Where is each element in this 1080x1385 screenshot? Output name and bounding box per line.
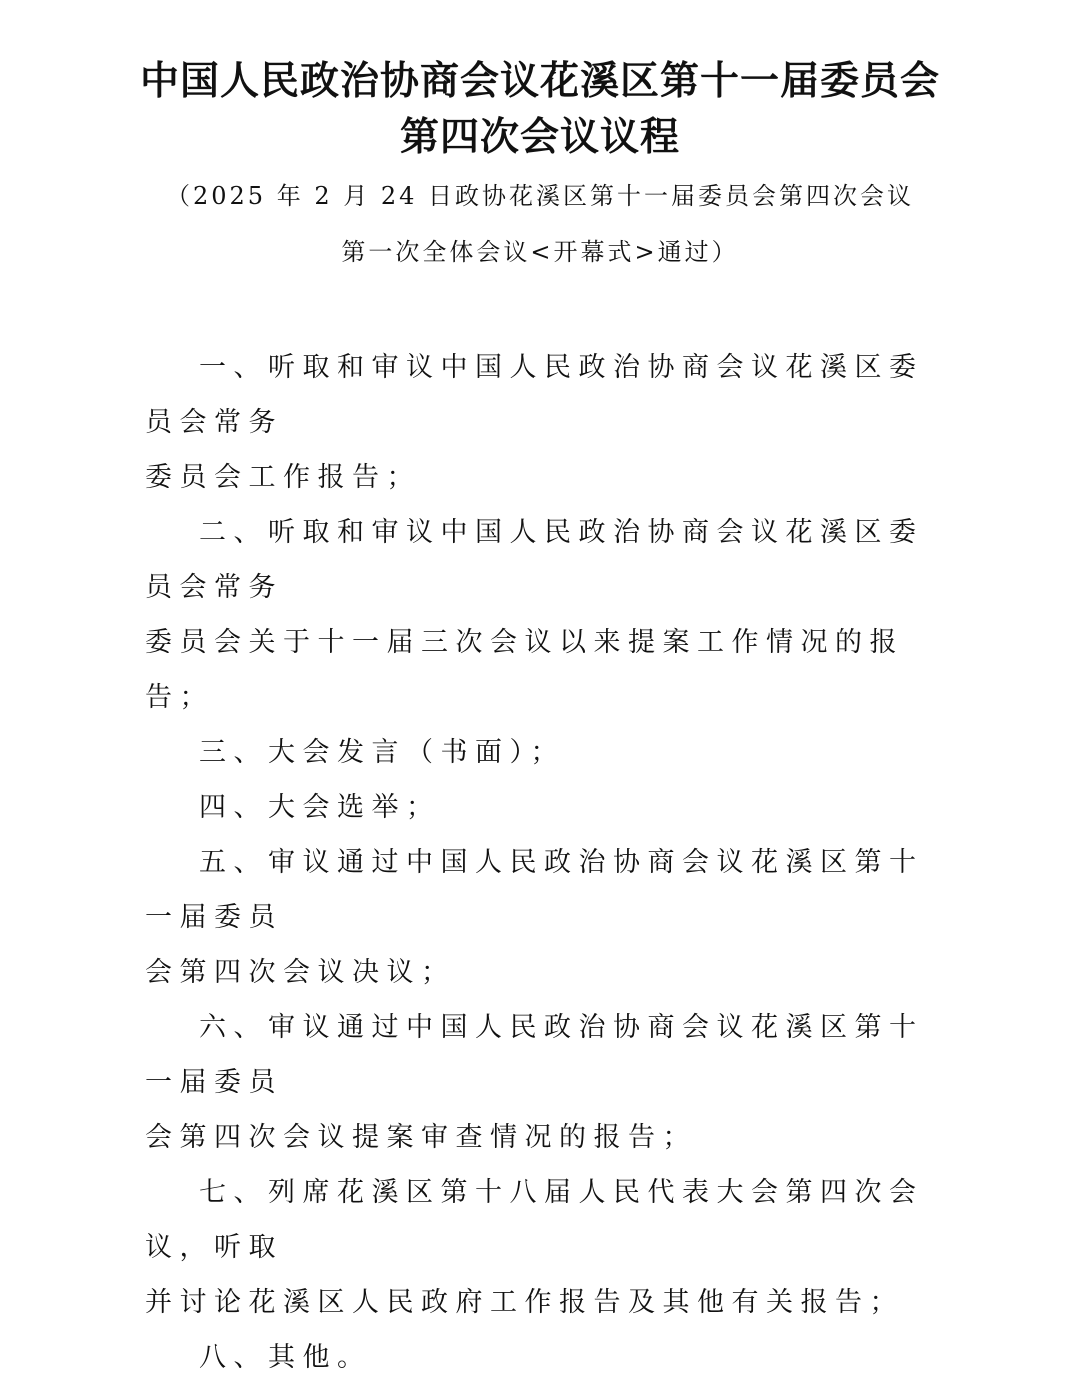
agenda-item <box>145 505 945 725</box>
agenda-item <box>145 1165 945 1330</box>
agenda-item-line: 会第四次会议决议； <box>145 957 456 988</box>
agenda-item-line: 七、列席花溪区第十八届人民代表大会第四次会议，听取 <box>145 1177 924 1263</box>
agenda-item-line: 委员会关于十一届三次会议以来提案工作情况的报告； <box>145 627 904 713</box>
document-subtitle-line-1: （2025 年 2 月 24 日政协花溪区第十一届委员会第四次会议 <box>165 182 915 210</box>
agenda-item-line: 委员会工作报告； <box>145 462 421 493</box>
agenda-item-line: 并讨论花溪区人民政府工作报告及其他有关报告； <box>145 1287 904 1318</box>
document-subtitle-line-2: 第一次全体会议<开幕式>通过） <box>341 238 739 266</box>
agenda-item <box>145 725 945 780</box>
agenda-item <box>145 1330 945 1385</box>
agenda-item <box>145 340 945 505</box>
document-title-line-1: 中国人民政治协商会议花溪区第十一届委员会 <box>139 59 940 104</box>
agenda-item-line: 三、大会发言（书面）； <box>199 737 565 768</box>
agenda-item-line: 四、大会选举； <box>199 792 441 823</box>
agenda-item-line: 一、听取和审议中国人民政治协商会议花溪区委员会常务 <box>145 352 924 438</box>
agenda-item <box>145 1000 945 1165</box>
agenda-item-line: 会第四次会议提案审查情况的报告； <box>145 1122 697 1153</box>
agenda-item <box>145 780 945 835</box>
agenda-item-line: 六、审议通过中国人民政治协商会议花溪区第十一届委员 <box>145 1012 924 1098</box>
agenda-item-line: 二、听取和审议中国人民政治协商会议花溪区委员会常务 <box>145 517 924 603</box>
agenda-item <box>145 835 945 1000</box>
document-title-line-2: 第四次会议议程 <box>399 115 680 160</box>
agenda-list <box>145 340 945 1385</box>
agenda-item-line: 五、审议通过中国人民政治协商会议花溪区第十一届委员 <box>145 847 924 933</box>
agenda-item-line: 八、其他。 <box>199 1342 372 1373</box>
